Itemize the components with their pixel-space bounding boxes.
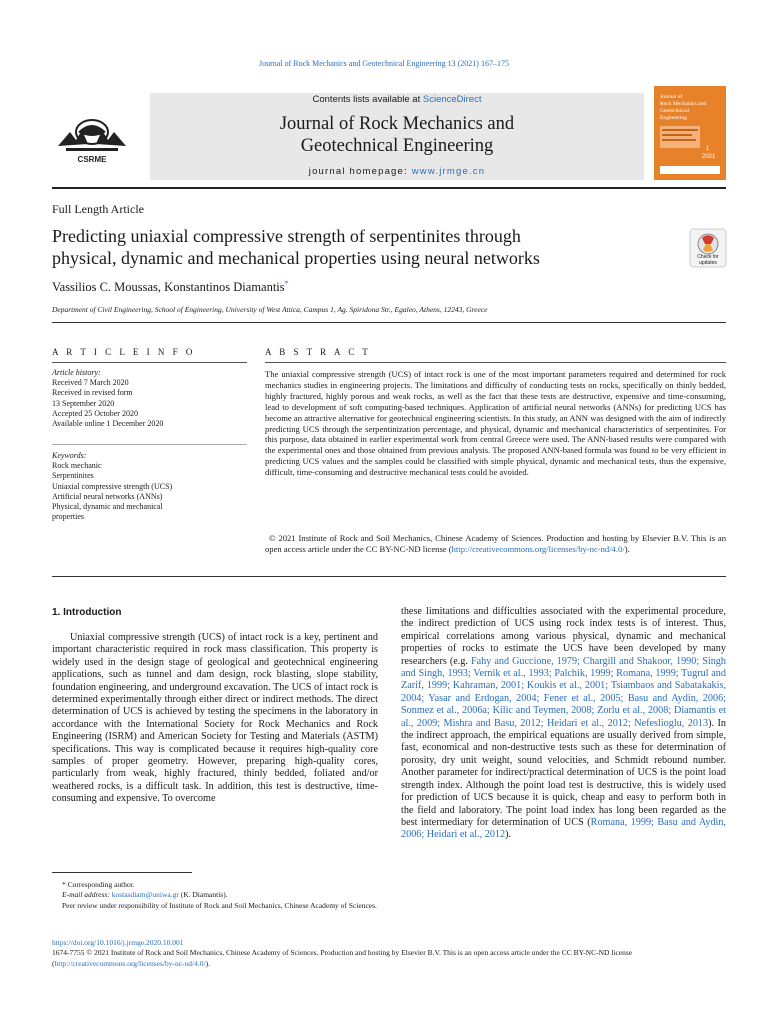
affiliation: Department of Civil Engineering, School of Engineering, University of West Attica, Campus 1, Ag. Spiridona Str., Egaleo, Athens, 12243, Greece: [52, 305, 488, 314]
article-title-line-1: Predicting uniaxial compressive strength of serpentinites through: [52, 226, 521, 246]
history-item: Received 7 March 2020: [52, 378, 129, 388]
contents-prefix: Contents lists available at: [312, 94, 423, 105]
cover-year: 2021: [702, 154, 716, 160]
page-footer: [52, 938, 726, 969]
keyword-item: Artificial neural networks (ANNs): [52, 491, 163, 501]
footnote-rule: [52, 872, 192, 873]
abstract-bottom-rule: [52, 576, 726, 577]
csrme-logo: [52, 110, 132, 174]
keyword-item: properties: [52, 512, 84, 522]
footnote-mark: *: [62, 880, 66, 889]
license-link[interactable]: http://creativecommons.org/licenses/by-nc-nd/4.0/: [451, 543, 625, 554]
homepage-prefix: journal homepage:: [308, 166, 412, 177]
body-column-right: [401, 606, 726, 842]
contents-line: [150, 94, 644, 105]
keyword-item: Serpentinites: [52, 471, 94, 481]
keyword-item: Rock mechanic: [52, 461, 102, 471]
journal-title: [150, 113, 644, 157]
homepage-link[interactable]: www.jrmge.cn: [411, 166, 486, 177]
svg-text:Geotechnical: Geotechnical: [660, 108, 690, 114]
email-footnote: [52, 890, 378, 900]
journal-title-line-2: Geotechnical Engineering: [300, 136, 494, 156]
article-info-heading: A R T I C L E I N F O: [52, 347, 196, 357]
introduction-heading: 1. Introduction: [52, 607, 122, 618]
corresponding-text: Corresponding author.: [67, 880, 135, 889]
peer-review-note: Peer review under responsibility of Institute of Rock and Soil Mechanics, Chinese Academy of Sciences.: [62, 900, 377, 910]
issn-line: [52, 948, 726, 969]
journal-homepage: [150, 166, 644, 177]
svg-text:Engineering: Engineering: [660, 115, 687, 121]
corresponding-author-mark[interactable]: *: [284, 279, 289, 288]
article-info-rule: [52, 362, 247, 363]
body-column-left: Uniaxial compressive strength (UCS) of intact rock is a key, pertinent and important characteristic required in rock mass classification. This property is widely used in the design stage of geological and geotechnical engineering applications, such as tunnel and dam design, rock blasting, slope stability, foundation engineering, and underground excavation. The UCS of intact rock is determined experimentally through either direct or indirect methods. The direct determination of UCS is achieved by testing the specimens in the laboratory in accordance with the International Society for Rock Mechanics and Rock Engineering (ISRM) and American Society for Testing and Materials (ASTM) specifications. This way is complicated because it requires high-quality core samples of proper geometry. However, preparing high-quality cores, particularly from weak, highly fractured, thinly bedded, foliated and/or weathered rocks, is a difficult task. In addition, this test is destructive, time-consuming and expensive. To overcome: [52, 632, 378, 805]
article-type: Full Length Article: [52, 202, 144, 216]
history-item: Received in revised form: [52, 388, 133, 398]
abstract-text: The uniaxial compressive strength (UCS) of intact rock is one of the most important parameters required and determined for rock mechanics studies in engineering projects. The limitations and difficulty of conducting tests on rocks, specifically on thinly bedded, highly fractured, highly porous and weak rocks, as well as the fact that these tests are destructive, expensive and time-consuming, lead to development of soft computing-based techniques. Application of artificial neural networks (ANNs) for predicting UCS has become an attractive alternative for geotechnical engineering scientists. In this study, an ANN was designed with the aim of indirectly predicting UCS through the serpentinization percentage, and physical, dynamic and mechanical characteristics of serpentinites. For this purpose, data obtained in earlier experimental work from central Greece were used. The ANN-based results were compared with the experimental ones and those obtained from previous analysis. The proposed ANN-based formula was found to be very efficient in predicting UCS values and the samples could be classified with simple physical, dynamic and mechanical tests, thus the expensive, difficult, time-consuming and destructive mechanical tests could be avoided.: [265, 369, 726, 478]
doi-link[interactable]: https://doi.org/10.1016/j.jrmge.2020.10.001: [52, 938, 184, 947]
author-names: Vassilios C. Moussas, Konstantinos Diamantis: [52, 280, 285, 295]
authors: [52, 279, 289, 295]
history-item: 13 September 2020: [52, 398, 115, 408]
history-item: Available online 1 December 2020: [52, 419, 164, 429]
issn-text: 1674-7755 © 2021 Institute of Rock and Soil Mechanics, Chinese Academy of Sciences. Production and hosting by Elsevier B.V. This is an open access article under the CC BY-NC-ND license (: [52, 948, 633, 968]
keywords-label: Keywords:: [52, 451, 87, 460]
svg-text:Journal of: Journal of: [660, 94, 683, 100]
journal-cover-thumbnail[interactable]: [654, 86, 726, 180]
body-text: these limitations and difficulties associated with the experimental procedure, the indirect prediction of UCS using rock index tests is of interest. Thus, empirical correlations among various physical, dynamic and mechanical properties of rocks to estimate the UCS have been developed by many researchers (e.g.: [401, 606, 726, 667]
affiliation-rule: [52, 322, 726, 323]
abstract-rule: [265, 362, 726, 363]
email-label: E-mail address:: [62, 890, 112, 900]
history-rule: [52, 444, 247, 445]
footnotes: [52, 880, 378, 911]
header-rule: [52, 187, 726, 189]
email-link[interactable]: kostasdiam@uniwa.gr: [111, 890, 179, 900]
keyword-item: Uniaxial compressive strength (UCS): [52, 481, 173, 491]
journal-cover-icon: [654, 86, 726, 180]
svg-text:Rock Mechanics and: Rock Mechanics and: [660, 101, 707, 107]
body-text: ).: [505, 829, 512, 841]
keywords: [52, 451, 247, 522]
abstract-copyright: [265, 533, 726, 555]
body-text: ). In the indirect approach, the empirical equations are usually derived from simple, fast, economical and non-destructive tests such as these for determination of porosity, dry unit weight, sound velocities, and Schmidt rebound number. Another parameter for indirect/practical determination of UCS is the point load strength index. Although the point load test is destructive, this is widely used for prediction of UCS because it is quick, cheap and easy to perform both in the field and laboratory. The point load index has long been regarded as the best intermediary for determination of UCS (: [401, 717, 726, 828]
article-title: [52, 225, 682, 269]
footer-license-link[interactable]: http://creativecommons.org/licenses/by-nc-nd/4.0/: [54, 958, 206, 968]
abstract-heading: A B S T R A C T: [265, 347, 371, 357]
crossmark-label: Check for updates: [697, 254, 719, 266]
history-label: Article history:: [52, 368, 101, 377]
citation-links[interactable]: Fahy and Guccione, 1979; Chargill and Shakoor, 1990; Singh and Singh, 1993; Vernik et al., 1993; Palchik, 1999; Romana, 1999; Tugrul and Zarif, 1999; Kahraman, 2001; Koukis et al., 2001; Tsiambaos and Sabatakakis, 2004; Yasar and Erdogan, 2004; Fener et al., 2005; Basu and Aydin, 2006; Sonmez et al., 2006a; Kilic and Teymen, 2008; Zorlu et al., 2008; Diamantis et al., 2009; Mishra and Basu, 2012; Heidari et al., 2012; Nefeslioglu, 2013: [401, 655, 726, 729]
copyright-text: © 2021 Institute of Rock and Soil Mechanics, Chinese Academy of Sciences. Production and hosting by Elsevier B.V. This is an open access article under the CC BY-NC-ND license (: [265, 533, 726, 554]
email-suffix: (K. Diamantis).: [178, 890, 228, 900]
keyword-item: Physical, dynamic and mechanical: [52, 502, 163, 512]
copyright-end: ).: [624, 543, 630, 554]
history-item: Accepted 25 October 2020: [52, 408, 138, 418]
check-for-updates-badge[interactable]: [689, 228, 727, 268]
sciencedirect-link[interactable]: ScienceDirect: [422, 94, 482, 105]
csrme-emblem-icon: [52, 110, 132, 174]
article-history: [52, 368, 247, 429]
footer-end: ).: [205, 958, 210, 968]
journal-title-line-1: Journal of Rock Mechanics and: [279, 114, 515, 134]
cover-issue: 1: [706, 146, 710, 152]
journal-reference[interactable]: Journal of Rock Mechanics and Geotechnical Engineering 13 (2021) 167–175: [259, 59, 509, 68]
logo-text: CSRME: [77, 155, 107, 164]
article-title-line-2: physical, dynamic and mechanical properties using neural networks: [52, 248, 540, 268]
corresponding-footnote: [52, 880, 378, 890]
citation-links[interactable]: Romana, 1999; Basu and Aydin, 2006; Heidari et al., 2012: [401, 816, 726, 841]
